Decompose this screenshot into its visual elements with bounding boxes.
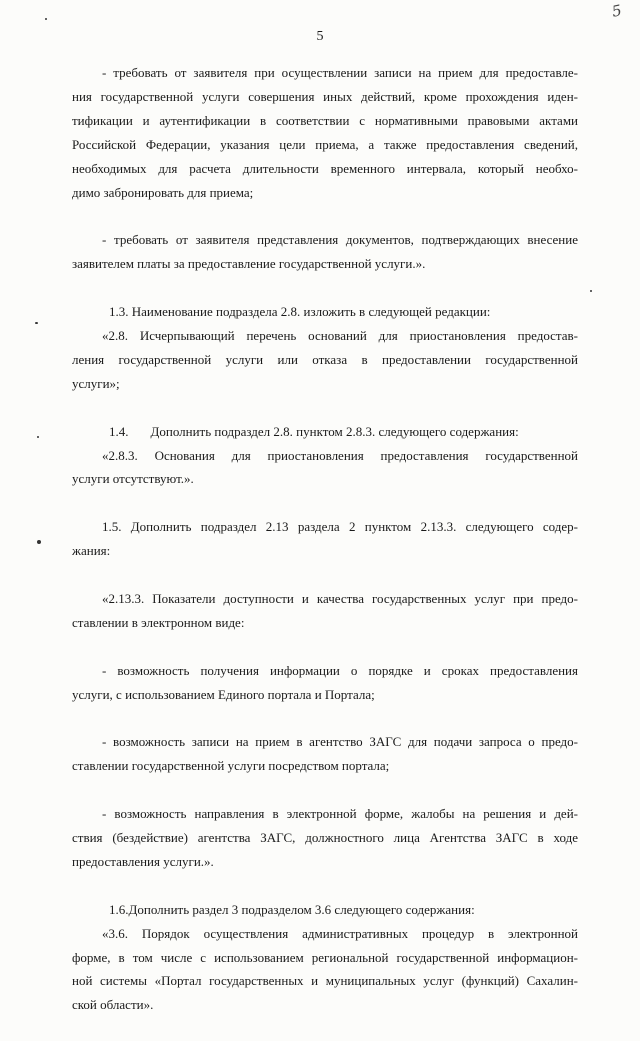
scan-speck bbox=[37, 540, 41, 544]
paragraph-3-6: «3.6. Порядок осуществления административных процедур в электронной форме, в том числе с использованием региональной государственной информацион- ной системы «Портал государственных и муниципальных услуг (функций) Сахалин- ской области». bbox=[72, 925, 578, 1013]
paragraph-text: Дополнить подраздел 2.8. пунктом 2.8.3. следующего содержания: bbox=[150, 423, 519, 439]
paragraph-2-8-3: «2.8.3. Основания для приостановления предоставления государственной услуги отсутствуют.». bbox=[72, 447, 578, 487]
handwritten-page-mark: 5 bbox=[610, 1, 624, 21]
document-body bbox=[72, 61, 578, 1041]
scan-speck bbox=[45, 18, 47, 20]
paragraph-requirement-appointment: - требовать от заявителя при осуществлении записи на прием для предоставле- ния государственной услуги совершения иных действий, кроме прохождения иден- тификации и аутентификации в соответствии с нормативными правовыми актами Российской Федерации, указания цели приема, а также предоставления сведений, необходимых для расчета длительности временного интервала, который необхо- димо забронировать для приема; bbox=[72, 65, 578, 200]
paragraph-1-3: 1.3. Наименование подраздела 2.8. изложить в следующей редакции: bbox=[109, 304, 491, 320]
paragraph-2-13-3: «2.13.3. Показатели доступности и качества государственных услуг при предо- ставлении в электронном виде: bbox=[72, 590, 578, 630]
paragraph-2-8-title: «2.8. Исчерпывающий перечень оснований для приостановления предостав- ления государственной услуги или отказа в предоставлении государственной услуги»; bbox=[72, 327, 578, 391]
paragraph-1-6: 1.6.Дополнить раздел 3 подразделом 3.6 следующего содержания: bbox=[109, 901, 475, 917]
paragraph-appointment-availability: - возможность записи на прием в агентство ЗАГС для подачи запроса о предо- ставлении государственной услуги посредством портала; bbox=[72, 734, 578, 774]
paragraph-1-5: 1.5. Дополнить подраздел 2.13 раздела 2 пунктом 2.13.3. следующего содер- жания: bbox=[72, 519, 578, 559]
scan-speck bbox=[37, 436, 39, 438]
paragraph-complaint-availability: - возможность направления в электронной форме, жалобы на решения и дей- ствия (бездействие) агентства ЗАГС, должностного лица Агентства ЗАГС в ходе предоставления услуги.». bbox=[72, 806, 578, 869]
page-number: 5 bbox=[316, 29, 324, 44]
paragraph-number: 1.4. bbox=[109, 423, 129, 439]
paragraph-requirement-fee: - требовать от заявителя представления документов, подтверждающих внесение заявителем платы за предоставление государственной услуги.». bbox=[72, 232, 578, 272]
paragraph-1-4 bbox=[72, 420, 578, 444]
scan-speck bbox=[590, 290, 592, 292]
scan-speck bbox=[35, 322, 38, 324]
paragraph-info-availability: - возможность получения информации о порядке и сроках предоставления услуги, с использованием Единого портала и Портала; bbox=[72, 662, 578, 702]
